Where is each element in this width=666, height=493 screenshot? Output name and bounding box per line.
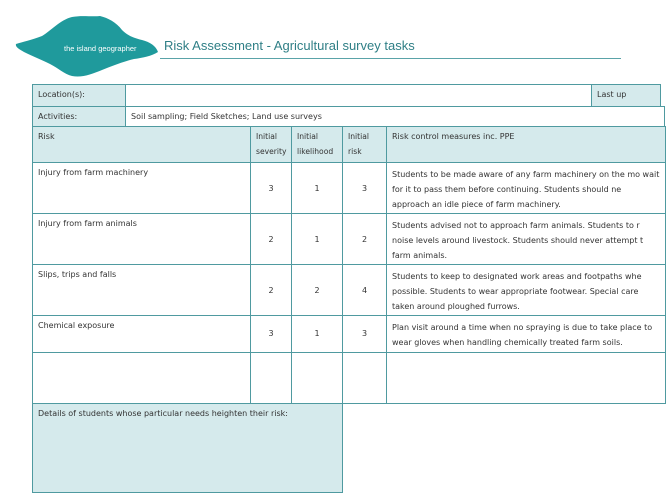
title-rule bbox=[160, 58, 621, 59]
likelihood-cell: 1 bbox=[291, 162, 343, 214]
severity-cell-empty[interactable] bbox=[250, 352, 292, 404]
risk-cell: Chemical exposure bbox=[32, 315, 251, 353]
control-measures-cell: Plan visit around a time when no spraying is due to take place to wear gloves when handling chemically treated farm soils. bbox=[386, 315, 666, 353]
severity-cell: 2 bbox=[250, 213, 292, 265]
header-control-measures: Risk control measures inc. PPE bbox=[386, 126, 666, 163]
activities-label: Activities: bbox=[32, 106, 126, 127]
likelihood-cell: 1 bbox=[291, 315, 343, 353]
header-severity: Initial severity bbox=[250, 126, 292, 163]
severity-cell: 3 bbox=[250, 315, 292, 353]
likelihood-cell: 1 bbox=[291, 213, 343, 265]
initial-risk-cell-empty[interactable] bbox=[342, 352, 387, 404]
last-updated-label: Last up bbox=[591, 84, 661, 107]
header-risk: Risk bbox=[32, 126, 251, 163]
likelihood-cell: 2 bbox=[291, 264, 343, 316]
header-initial-risk: Initial risk bbox=[342, 126, 387, 163]
risk-cell-empty[interactable] bbox=[32, 352, 251, 404]
control-measures-cell: Students to be made aware of any farm machinery on the mo wait for it to pass them before continuing. Students should ne approach an idle piece of farm machinery. bbox=[386, 162, 666, 214]
risk-cell: Injury from farm machinery bbox=[32, 162, 251, 214]
initial-risk-cell: 3 bbox=[342, 315, 387, 353]
initial-risk-cell: 2 bbox=[342, 213, 387, 265]
control-measures-cell-empty[interactable] bbox=[386, 352, 666, 404]
page-title: Risk Assessment - Agricultural survey tasks bbox=[164, 38, 415, 53]
risk-assessment-table bbox=[32, 84, 660, 484]
likelihood-cell-empty[interactable] bbox=[291, 352, 343, 404]
location-field[interactable] bbox=[125, 84, 592, 107]
location-label: Location(s): bbox=[32, 84, 126, 107]
risk-cell: Slips, trips and falls bbox=[32, 264, 251, 316]
activities-field[interactable]: Soil sampling; Field Sketches; Land use surveys bbox=[125, 106, 665, 127]
severity-cell: 3 bbox=[250, 162, 292, 214]
initial-risk-cell: 3 bbox=[342, 162, 387, 214]
logo-text: the island geographer bbox=[64, 44, 137, 53]
risk-cell: Injury from farm animals bbox=[32, 213, 251, 265]
special-needs-field[interactable] bbox=[342, 403, 666, 493]
initial-risk-cell: 4 bbox=[342, 264, 387, 316]
header-likelihood: Initial likelihood bbox=[291, 126, 343, 163]
control-measures-cell: Students to keep to designated work areas and footpaths whe possible. Students to wear appropriate footwear. Special care taken around ploughed furrows. bbox=[386, 264, 666, 316]
special-needs-label: Details of students whose particular needs heighten their risk: bbox=[32, 403, 343, 493]
severity-cell: 2 bbox=[250, 264, 292, 316]
control-measures-cell: Students advised not to approach farm animals. Students to r noise levels around livestock. Students should never attempt t farm animals. bbox=[386, 213, 666, 265]
